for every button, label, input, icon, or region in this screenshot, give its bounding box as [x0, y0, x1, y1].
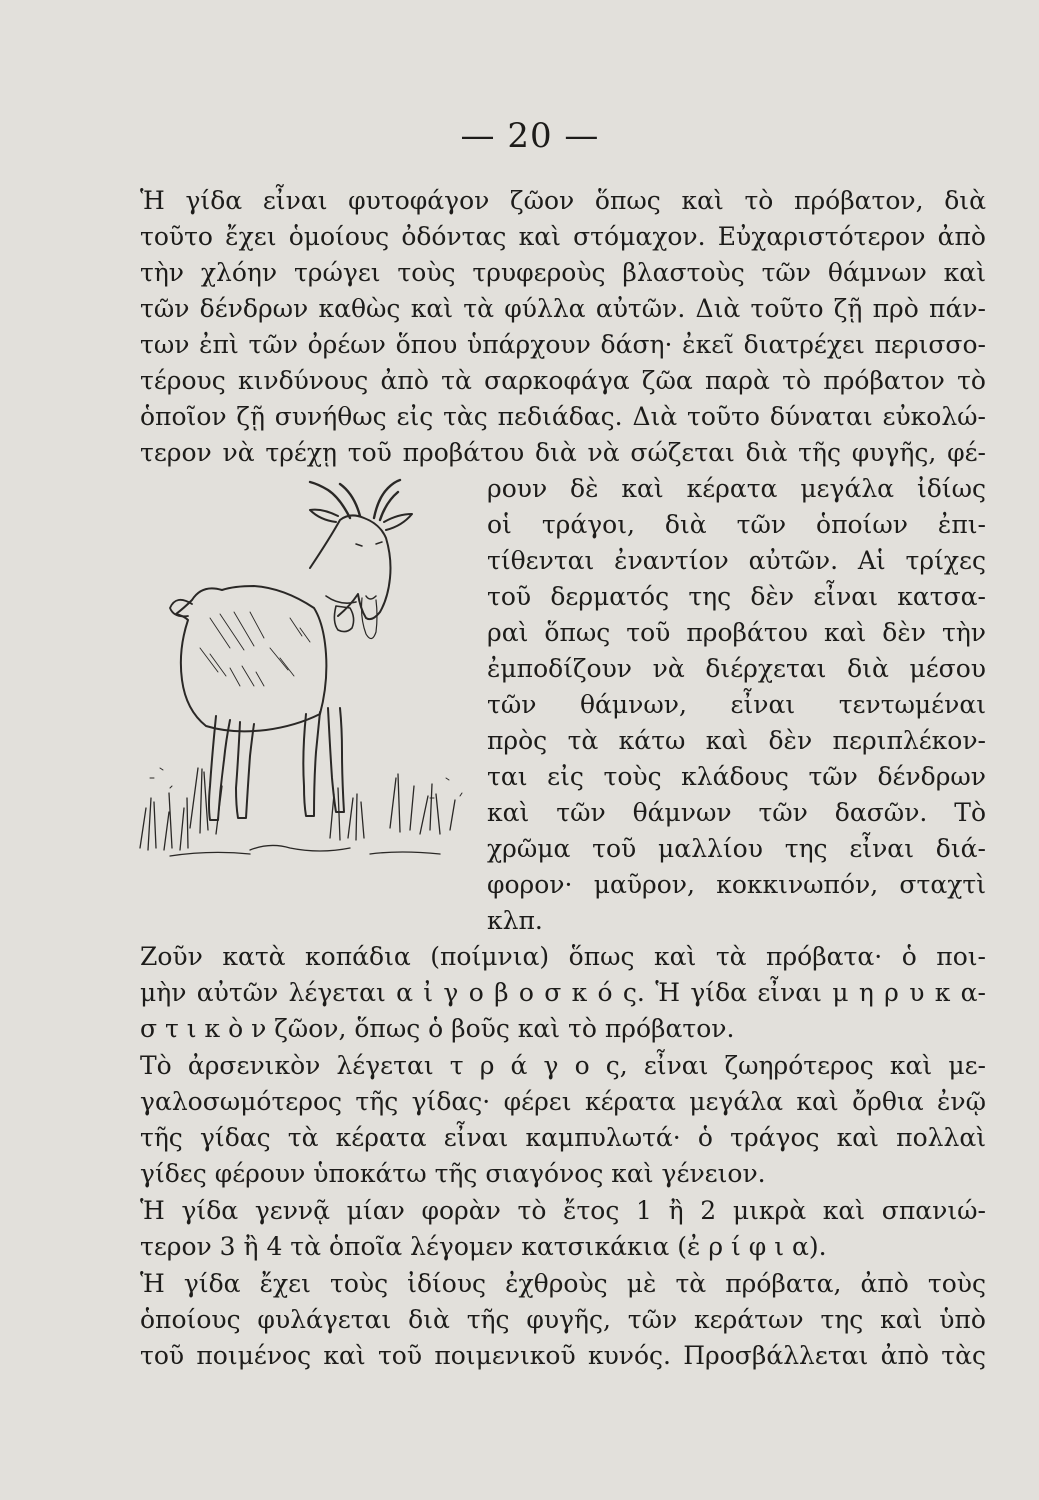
- paragraph-5-line: ὁποίους φυλάγεται διὰ τῆς φυγῆς, τῶν κεράτων της καὶ ὑπὸ: [140, 1305, 986, 1334]
- paragraph-1-narrow-line: χρῶμα τοῦ μαλλίου της εἶναι διά-: [487, 834, 986, 863]
- paragraph-3-line: τῆς γίδας τὰ κέρατα εἶναι καμπυλωτά· ὁ τράγος καὶ πολλαὶ: [140, 1123, 986, 1152]
- paragraph-5-line: Ἡ γίδα ἔχει τοὺς ἰδίους ἐχθροὺς μὲ τὰ πρόβατα, ἀπὸ τοὺς: [140, 1269, 986, 1298]
- goat-engraving-icon: [130, 478, 480, 868]
- paragraph-1-narrow-line: κλπ.: [487, 906, 543, 935]
- paragraph-1-narrow-line: τῶν θάμνων, εἶναι τεντωμέναι: [487, 690, 986, 719]
- paragraph-2-line: σ τ ι κ ὸ ν ζῶον, ὅπως ὁ βοῦς καὶ τὸ πρόβατον.: [140, 1014, 735, 1043]
- page-number: — 20 —: [460, 116, 600, 156]
- paragraph-1-narrow-line: τίθενται ἐναντίον αὐτῶν. Αἱ τρίχες: [487, 546, 986, 575]
- paragraph-4-line: τερον 3 ἢ 4 τὰ ὁποῖα λέγομεν κατσικάκια (ἐ ρ ί φ ι α).: [140, 1232, 827, 1261]
- paragraph-1-narrow-line: καὶ τῶν θάμνων τῶν δασῶν. Τὸ: [487, 798, 986, 827]
- paragraph-3-line: γαλοσωμότερος τῆς γίδας· φέρει κέρατα μεγάλα καὶ ὄρθια ἐνῷ: [140, 1087, 986, 1116]
- paragraph-1-narrow-line: οἱ τράγοι, διὰ τῶν ὁποίων ἐπι-: [487, 510, 986, 539]
- paragraph-3-line: γίδες φέρουν ὑποκάτω τῆς σιαγόνος καὶ γένειον.: [140, 1159, 766, 1188]
- paragraph-1-line: ὁποῖον ζῇ συνήθως εἰς τὰς πεδιάδας. Διὰ τοῦτο δύναται εὐκολώ-: [140, 402, 986, 431]
- paragraph-1-line: τὴν χλόην τρώγει τοὺς τρυφεροὺς βλαστοὺς τῶν θάμνων καὶ: [140, 258, 986, 287]
- paragraph-1-narrow-line: ἐμποδίζουν νὰ διέρχεται διὰ μέσου: [487, 654, 986, 683]
- paragraph-1-line: τερον νὰ τρέχῃ τοῦ προβάτου διὰ νὰ σώζεται διὰ τῆς φυγῆς, φέ-: [140, 438, 986, 467]
- paragraph-4-line: Ἡ γίδα γεννᾷ μίαν φορὰν τὸ ἔτος 1 ἢ 2 μικρὰ καὶ σπανιώ-: [140, 1196, 986, 1225]
- paragraph-3-line: Τὸ ἀρσενικὸν λέγεται τ ρ ά γ ο ς, εἶναι ζωηρότερος καὶ με-: [140, 1051, 986, 1080]
- paragraph-5-line: τοῦ ποιμένος καὶ τοῦ ποιμενικοῦ κυνός. Προσβάλλεται ἀπὸ τὰς: [140, 1341, 986, 1370]
- paragraph-1-line: τέρους κινδύνους ἀπὸ τὰ σαρκοφάγα ζῶα παρὰ τὸ πρόβατον τὸ: [140, 366, 986, 395]
- paragraph-1-line: των ἐπὶ τῶν ὀρέων ὅπου ὑπάρχουν δάση· ἐκεῖ διατρέχει περισσο-: [140, 330, 986, 359]
- paragraph-1-line: τοῦτο ἔχει ὁμοίους ὀδόντας καὶ στόμαχον. Εὐχαριστότερον ἀπὸ: [140, 222, 986, 251]
- paragraph-1-narrow-line: ραὶ ὅπως τοῦ προβάτου καὶ δὲν τὴν: [487, 618, 986, 647]
- paragraph-1-narrow-line: φορον· μαῦρον, κοκκινωπόν, σταχτὶ: [487, 870, 986, 899]
- paragraph-2-line: Ζοῦν κατὰ κοπάδια (ποίμνια) ὅπως καὶ τὰ πρόβατα· ὁ ποι-: [140, 942, 986, 971]
- paragraph-2-line: μὴν αὐτῶν λέγεται α ἰ γ ο β ο σ κ ό ς. Ἡ γίδα εἶναι μ η ρ υ κ α-: [140, 978, 986, 1007]
- paragraph-1-narrow-line: ται εἰς τοὺς κλάδους τῶν δένδρων: [487, 762, 986, 791]
- paragraph-1-narrow-line: ρουν δὲ καὶ κέρατα μεγάλα ἰδίως: [487, 474, 986, 503]
- paragraph-1-narrow-line: τοῦ δερματός της δὲν εἶναι κατσα-: [487, 582, 986, 611]
- paragraph-1-narrow-line: πρὸς τὰ κάτω καὶ δὲν περιπλέκον-: [487, 726, 986, 755]
- paragraph-1-line: τῶν δένδρων καθὼς καὶ τὰ φύλλα αὐτῶν. Διὰ τοῦτο ζῇ πρὸ πάν-: [140, 294, 986, 323]
- paragraph-1-line: Ἡ γίδα εἶναι φυτοφάγον ζῶον ὅπως καὶ τὸ πρόβατον, διὰ: [140, 186, 986, 215]
